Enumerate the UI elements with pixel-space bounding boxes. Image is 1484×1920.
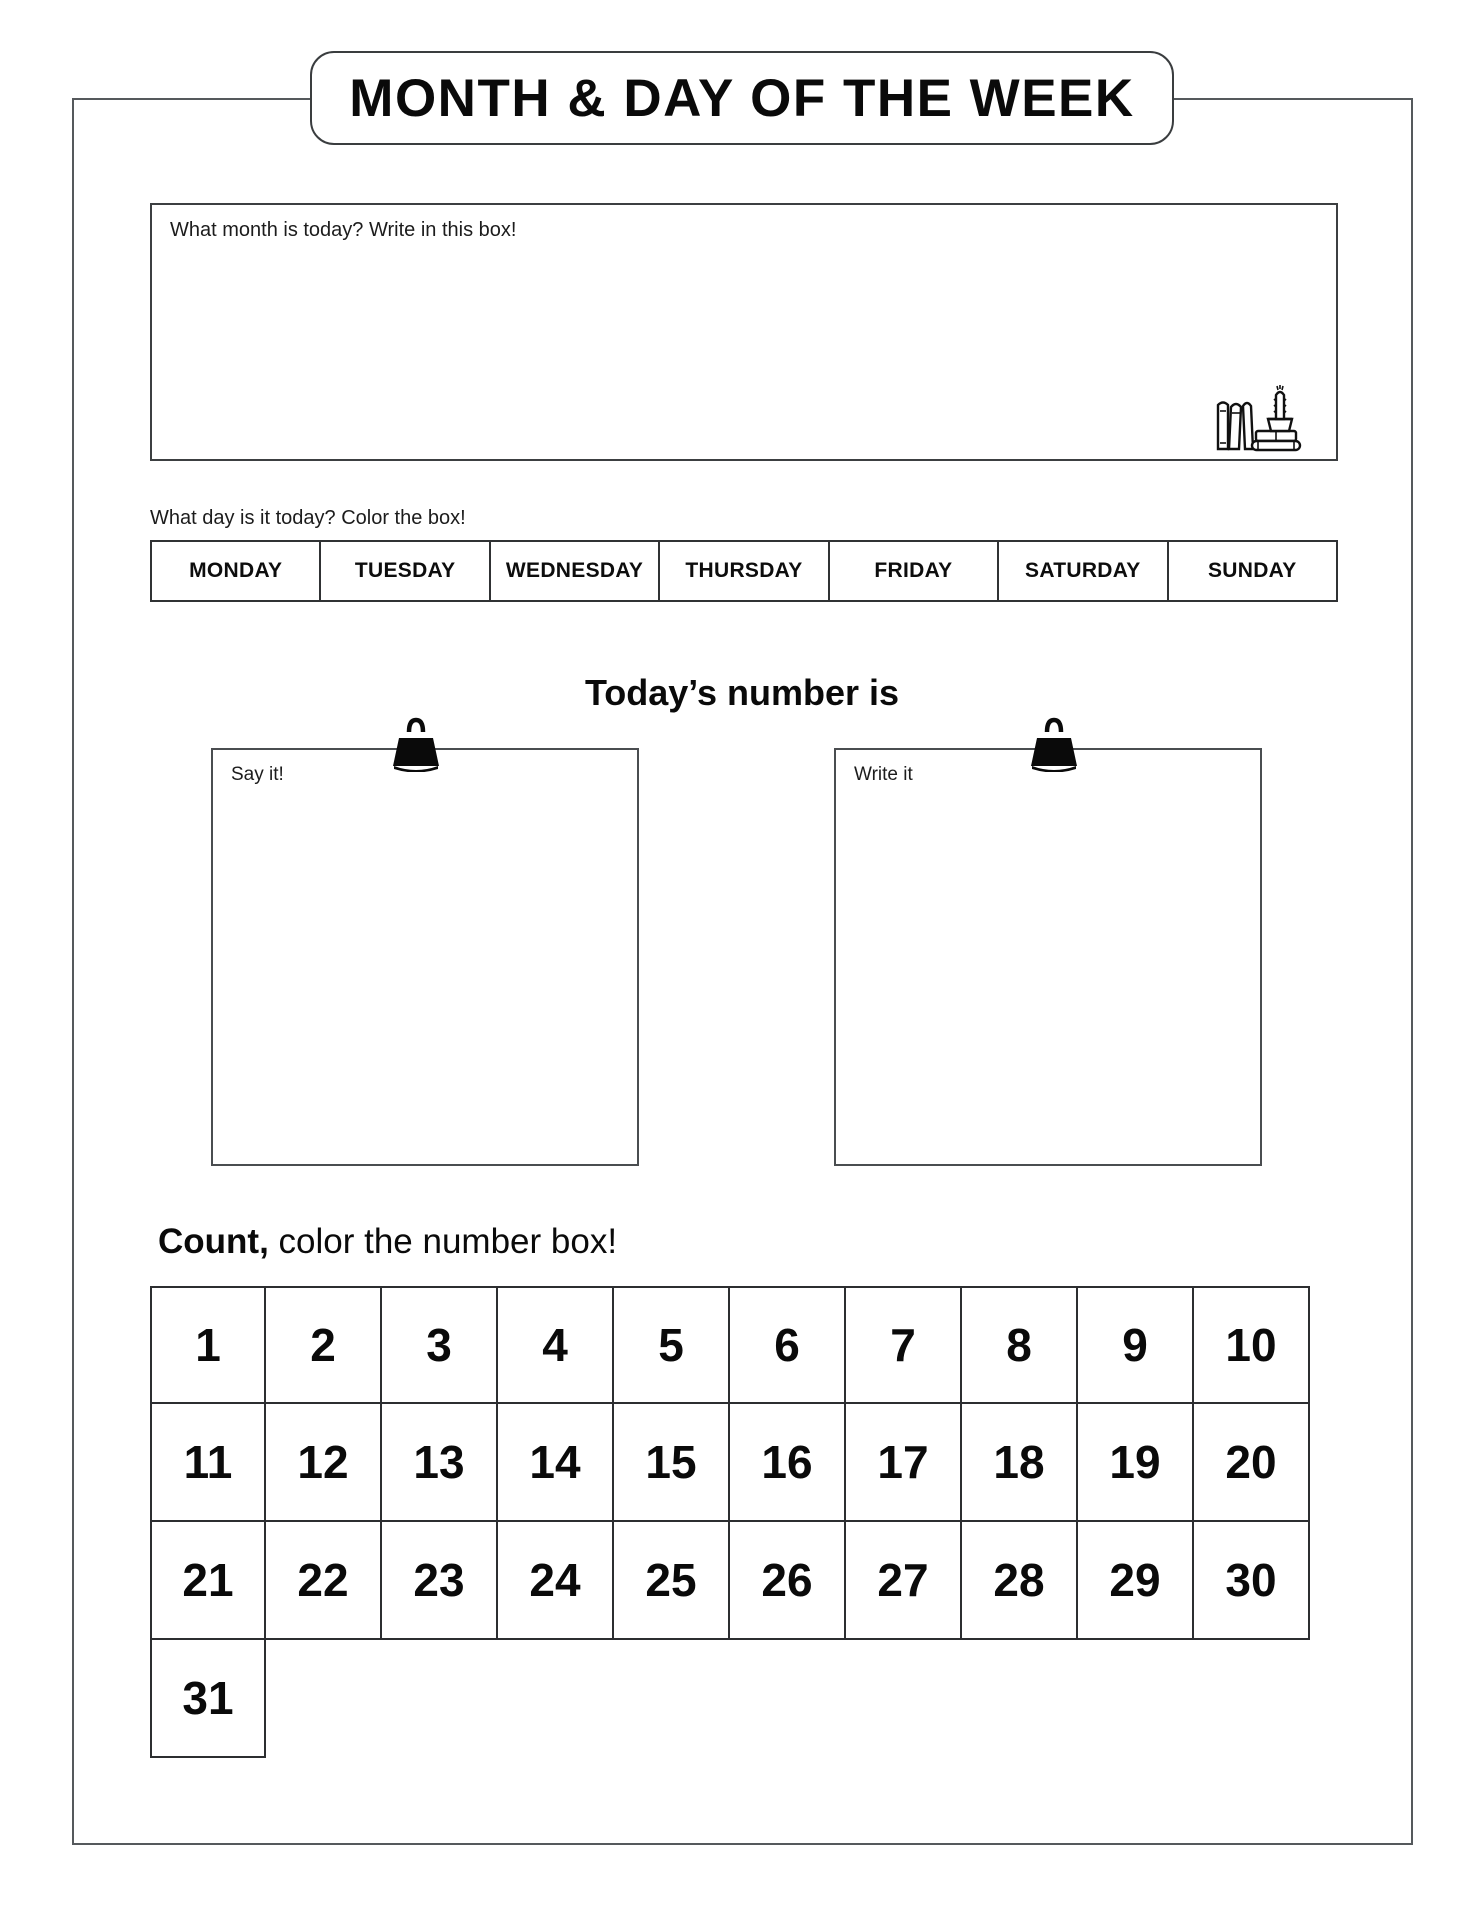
month-answer-box[interactable] — [150, 203, 1338, 461]
count-heading-bold: Count, — [158, 1222, 269, 1261]
number-grid — [150, 1286, 1310, 1758]
number-cell-20[interactable]: 20 — [1194, 1404, 1310, 1522]
weekday-row — [150, 540, 1338, 602]
weekday-cell-thursday[interactable]: THURSDAY — [660, 542, 829, 600]
number-cell-24[interactable]: 24 — [498, 1522, 614, 1640]
number-cell-21[interactable]: 21 — [150, 1522, 266, 1640]
number-cell-25[interactable]: 25 — [614, 1522, 730, 1640]
count-heading-rest: color the number box! — [268, 1222, 618, 1261]
page-title: MONTH & DAY OF THE WEEK — [349, 68, 1135, 128]
write-it-label: Write it — [854, 764, 913, 785]
number-cell-8[interactable]: 8 — [962, 1286, 1078, 1404]
number-cell-3[interactable]: 3 — [382, 1286, 498, 1404]
number-cell-7[interactable]: 7 — [846, 1286, 962, 1404]
number-cell-26[interactable]: 26 — [730, 1522, 846, 1640]
day-prompt-label: What day is it today? Color the box! — [150, 507, 466, 529]
number-cell-31[interactable]: 31 — [150, 1640, 266, 1758]
number-cell-9[interactable]: 9 — [1078, 1286, 1194, 1404]
number-cell-5[interactable]: 5 — [614, 1286, 730, 1404]
number-cell-23[interactable]: 23 — [382, 1522, 498, 1640]
number-cell-4[interactable]: 4 — [498, 1286, 614, 1404]
number-cell-11[interactable]: 11 — [150, 1404, 266, 1522]
number-cell-10[interactable]: 10 — [1194, 1286, 1310, 1404]
worksheet-title-plaque — [310, 51, 1174, 145]
number-cell-13[interactable]: 13 — [382, 1404, 498, 1522]
weekday-cell-tuesday[interactable]: TUESDAY — [321, 542, 490, 600]
number-cell-1[interactable]: 1 — [150, 1286, 266, 1404]
todays-number-heading: Today’s number is — [584, 672, 900, 713]
books-and-cactus-icon — [1212, 381, 1322, 453]
number-cell-17[interactable]: 17 — [846, 1404, 962, 1522]
binder-clip-icon — [385, 716, 447, 772]
number-cell-16[interactable]: 16 — [730, 1404, 846, 1522]
say-it-label: Say it! — [231, 764, 284, 785]
number-cell-12[interactable]: 12 — [266, 1404, 382, 1522]
count-heading — [158, 1222, 617, 1262]
number-cell-18[interactable]: 18 — [962, 1404, 1078, 1522]
number-cell-19[interactable]: 19 — [1078, 1404, 1194, 1522]
number-cell-2[interactable]: 2 — [266, 1286, 382, 1404]
number-cell-27[interactable]: 27 — [846, 1522, 962, 1640]
number-cell-28[interactable]: 28 — [962, 1522, 1078, 1640]
say-it-card[interactable] — [211, 748, 639, 1166]
month-prompt-label: What month is today? Write in this box! — [170, 219, 517, 241]
weekday-cell-friday[interactable]: FRIDAY — [830, 542, 999, 600]
number-cell-29[interactable]: 29 — [1078, 1522, 1194, 1640]
number-cell-22[interactable]: 22 — [266, 1522, 382, 1640]
write-it-card[interactable] — [834, 748, 1262, 1166]
number-cell-15[interactable]: 15 — [614, 1404, 730, 1522]
weekday-cell-monday[interactable]: MONDAY — [152, 542, 321, 600]
number-cell-6[interactable]: 6 — [730, 1286, 846, 1404]
weekday-cell-saturday[interactable]: SATURDAY — [999, 542, 1168, 600]
weekday-cell-sunday[interactable]: SUNDAY — [1207, 559, 1297, 582]
weekday-cell-wednesday[interactable]: WEDNESDAY — [491, 542, 660, 600]
number-cell-14[interactable]: 14 — [498, 1404, 614, 1522]
binder-clip-icon — [1023, 716, 1085, 772]
number-cell-30[interactable]: 30 — [1194, 1522, 1310, 1640]
